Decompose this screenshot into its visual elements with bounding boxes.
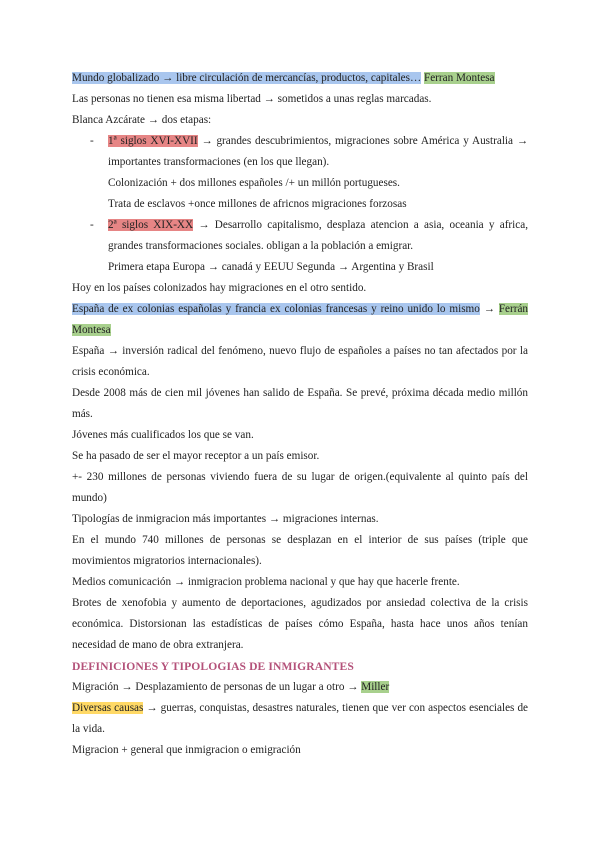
bullet-dash: -	[90, 135, 94, 147]
paragraph-blanca-azcarate: Blanca Azcárate → dos etapas:	[72, 114, 212, 126]
highlight-red-stage-1: 1ª siglos XVI-XVII	[108, 135, 198, 147]
causes-text: → guerras, conquistas, desastres naturales, tienen que ver con aspectos esenciales de la vida.	[72, 702, 529, 735]
stage-1-slave-trade: Trata de esclavos +once millones de africnos migraciones forzosas	[108, 198, 407, 210]
paragraph-ex-colonies	[72, 299, 528, 341]
author-tag-miller: Miller	[361, 681, 390, 693]
paragraph-diverse-causes	[72, 698, 528, 740]
highlight-red-stage-2: 2ª siglos XIX-XX	[108, 219, 194, 231]
stage-1-colonization: Colonización + dos millones españoles /+ un millón portugueses.	[108, 177, 400, 189]
paragraph-since-2008: Desde 2008 más de cien mil jóvenes han salido de España. Se prevé, próxima década medio millón más.	[72, 387, 528, 420]
paragraph-colonized-countries: Hoy en los países colonizados hay migraciones en el otro sentido.	[72, 282, 367, 294]
arrow-text: →	[479, 303, 499, 315]
list-item-stage-1	[72, 131, 528, 173]
highlight-blue-text: España de ex colonias españolas y francia ex colonias francesas y reino unido lo mismo	[72, 303, 480, 315]
migration-definition-text: Migración → Desplazamiento de personas de un lugar a otro →	[72, 681, 362, 693]
paragraph-typologies: Tipologías de inmigracion más importantes → migraciones internas.	[72, 513, 379, 525]
paragraph-xenophobia: Brotes de xenofobia y aumento de deportaciones, agudizados por ansiedad colectiva de la crisis económica. Distorsionan las estadísticas de países cómo España, hasta hace unos años tenían necesidad de mano de obra extranjera.	[72, 597, 528, 651]
highlight-blue-text: Mundo globalizado → libre circulación de mercancías, productos, capitales…	[72, 72, 422, 84]
stage-2-destinations: Primera etapa Europa → canadá y EEUU Segunda → Argentina y Brasil	[108, 261, 434, 273]
highlight-yellow-causes: Diversas causas	[72, 702, 144, 714]
author-tag-ferran-montesa: Ferrán Montesa	[72, 303, 529, 336]
paragraph-globalized-world	[72, 68, 528, 89]
stage-1-text: → grandes descubrimientos, migraciones sobre América y Australia → importantes transformaciones (en los que llegan).	[108, 135, 529, 168]
paragraph-receptor-emitter: Se ha pasado de ser el mayor receptor a un país emisor.	[72, 450, 320, 462]
paragraph-qualified-youth: Jóvenes más cualificados los que se van.	[72, 429, 254, 441]
bullet-dash: -	[90, 219, 94, 231]
paragraph-230-million: +- 230 millones de personas viviendo fuera de su lugar de origen.(equivalente al quinto país del mundo)	[72, 471, 528, 504]
paragraph-no-freedom: Las personas no tienen esa misma libertad → sometidos a unas reglas marcadas.	[72, 93, 432, 105]
paragraph-spain-inversion: España → inversión radical del fenómeno, nuevo flujo de españoles a países no tan afectados por la crisis económica.	[72, 345, 528, 378]
paragraph-media: Medios comunicación → inmigracion problema nacional y que hay que hacerle frente.	[72, 576, 460, 588]
author-tag-ferran-montesa: Ferran Montesa	[423, 72, 495, 84]
section-heading: DEFINICIONES Y TIPOLOGIAS DE INMIGRANTES	[72, 660, 354, 673]
stage-2-text: → Desarrollo capitalismo, desplaza atencion a asia, oceania y africa, grandes transformaciones sociales. obligan a la población a emigrar.	[108, 219, 528, 252]
paragraph-740-million: En el mundo 740 millones de personas se desplazan en el interior de sus países (triple que movimientos migratorios internacionales).	[72, 534, 528, 567]
paragraph-migration-general: Migracion + general que inmigracion o emigración	[72, 744, 301, 756]
paragraph-migration-definition	[72, 677, 528, 698]
document-page	[72, 68, 528, 761]
list-item-stage-2	[72, 215, 528, 257]
